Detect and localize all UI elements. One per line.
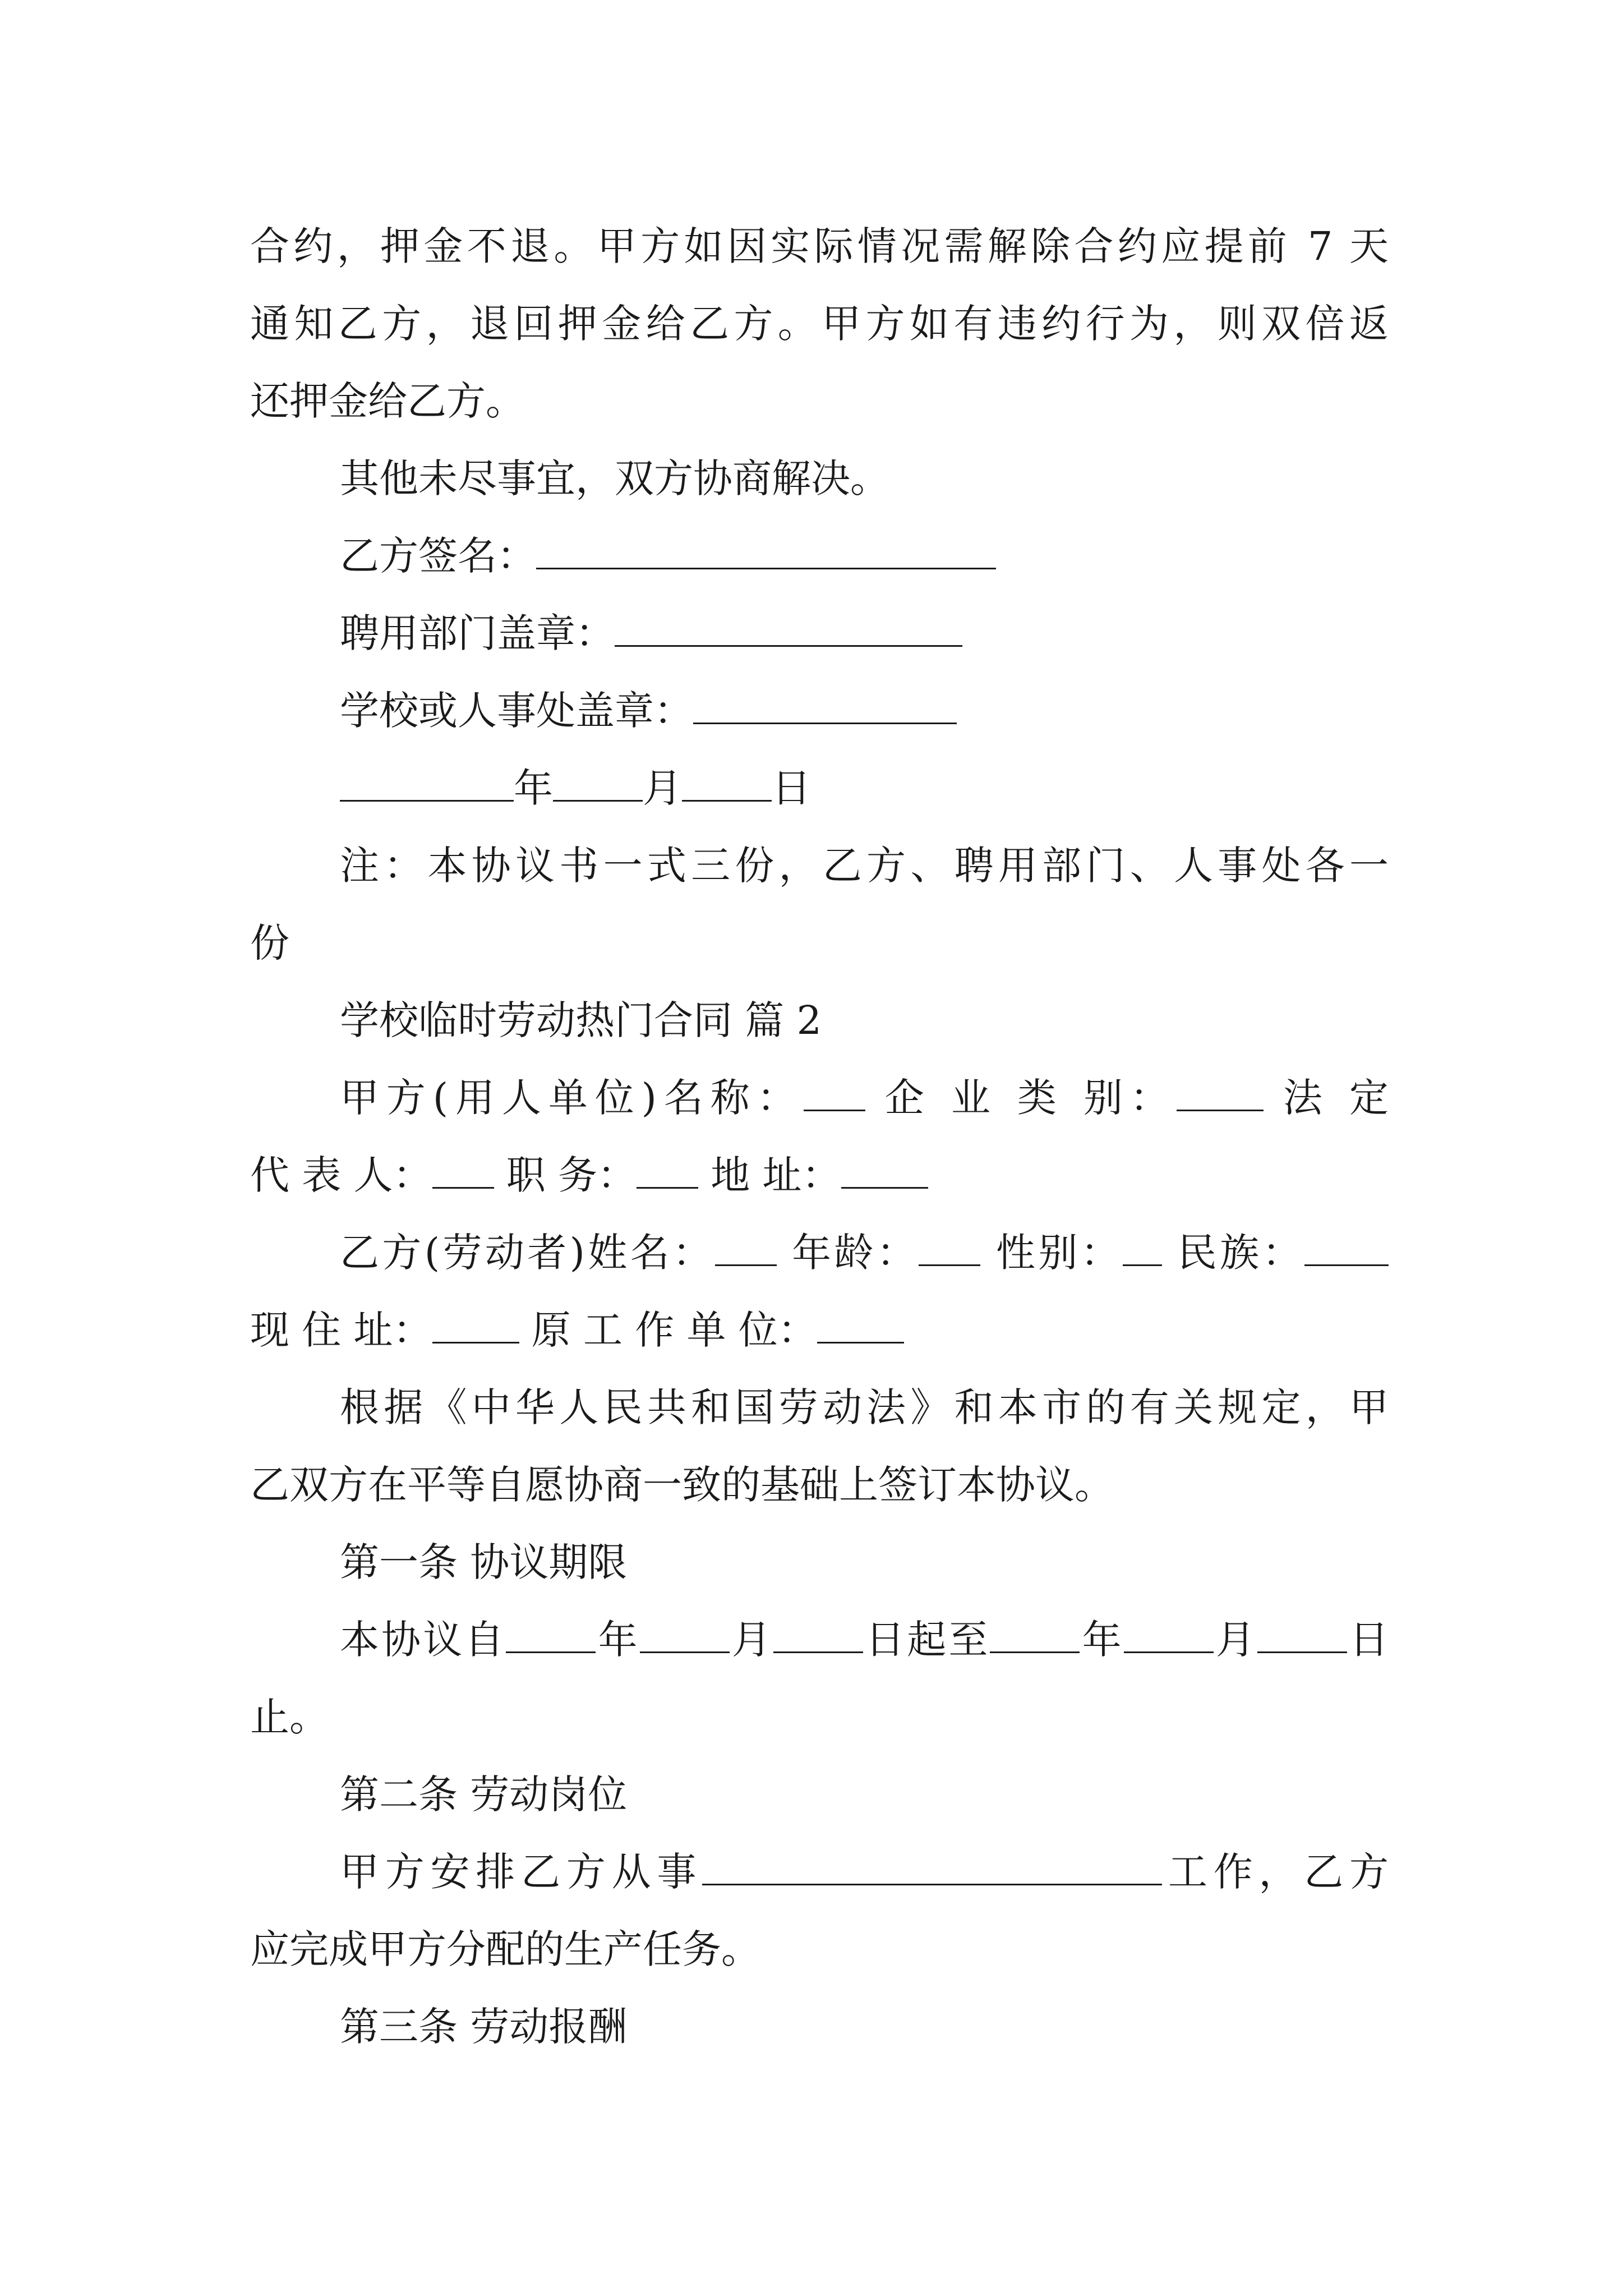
text-run: 月 (1213, 1617, 1257, 1663)
text-run: 日 (1347, 1617, 1389, 1663)
fill-in-blank (340, 756, 514, 802)
paragraph (250, 595, 1389, 672)
text-line (250, 982, 1389, 1059)
fill-in-blank (773, 1608, 863, 1653)
text-line (250, 1601, 1389, 1678)
text-run: 学校临时劳动热门合同 篇 2 (340, 997, 822, 1043)
fill-in-blank (1304, 1221, 1389, 1266)
text-run: 原 工 作 单 位： (519, 1307, 817, 1353)
paragraph (250, 1988, 1389, 2065)
text-run: 通知乙方，退回押金给乙方。甲方如有违约行为，则双倍返 (250, 301, 1389, 347)
text-line (250, 362, 1389, 440)
paragraph (250, 1059, 1389, 1214)
paragraph (250, 1369, 1389, 1524)
text-run: 民族： (1162, 1230, 1304, 1276)
text-run: 工作，乙方 (1162, 1849, 1389, 1895)
text-run: 企 业 类 别： (865, 1075, 1177, 1121)
fill-in-blank (702, 1840, 1162, 1885)
text-line (250, 672, 1389, 749)
text-run: 乙方(劳动者)姓名： (340, 1230, 715, 1276)
fill-in-blank (919, 1221, 980, 1266)
text-run: 日 (772, 765, 811, 811)
fill-in-blank (553, 756, 643, 802)
paragraph (250, 1833, 1389, 1988)
text-line (250, 1678, 1389, 1756)
text-run: 乙双方在平等自愿协商一致的基础上签订本协议。 (250, 1462, 1114, 1508)
text-line (250, 285, 1389, 362)
text-run: 注：本协议书一式三份，乙方、聘用部门、人事处各一 (340, 843, 1389, 889)
fill-in-blank (682, 756, 772, 802)
text-line (250, 1291, 1389, 1369)
text-run: 法 定 (1263, 1075, 1389, 1121)
text-line (250, 1214, 1389, 1291)
paragraph (250, 1756, 1389, 1833)
text-run: 年 (1080, 1617, 1124, 1663)
text-run: 乙方签名： (340, 533, 536, 579)
fill-in-blank (536, 524, 996, 569)
paragraph (250, 672, 1389, 749)
text-run: 甲方(用人单位)名称： (340, 1075, 804, 1121)
text-line (250, 1137, 1389, 1214)
text-line (250, 749, 1389, 827)
paragraph (250, 982, 1389, 1059)
fill-in-blank (715, 1221, 777, 1266)
text-line (250, 827, 1389, 904)
fill-in-blank (817, 1298, 904, 1343)
fill-in-blank (432, 1298, 519, 1343)
fill-in-blank (1257, 1608, 1347, 1653)
text-run: 甲方安排乙方从事 (340, 1849, 703, 1895)
text-line (250, 1911, 1389, 1988)
text-run: 地 址： (698, 1152, 841, 1198)
text-run: 第一条 协议期限 (340, 1539, 628, 1585)
text-line (250, 1756, 1389, 1833)
document-body (250, 208, 1389, 2065)
paragraph (250, 749, 1389, 827)
text-run: 年 (596, 1617, 640, 1663)
fill-in-blank (1177, 1066, 1264, 1111)
text-run: 月 (729, 1617, 773, 1663)
text-line (250, 1833, 1389, 1911)
text-run: 根据《中华人民共和国劳动法》和本市的有关规定，甲 (340, 1384, 1389, 1430)
fill-in-blank (841, 1143, 928, 1189)
text-run: 现 住 址： (250, 1307, 432, 1353)
text-run: 月 (643, 765, 682, 811)
fill-in-blank (1123, 1221, 1162, 1266)
paragraph (250, 1214, 1389, 1369)
fill-in-blank (693, 679, 957, 724)
text-run: 学校或人事处盖章： (340, 688, 693, 734)
text-line (250, 1369, 1389, 1446)
text-line (250, 1059, 1389, 1137)
paragraph (250, 208, 1389, 440)
text-run: 代 表 人： (250, 1152, 432, 1198)
text-run: 年 (514, 765, 553, 811)
text-line (250, 517, 1389, 595)
fill-in-blank (432, 1143, 494, 1189)
text-run: 本协议自 (340, 1617, 506, 1663)
text-run: 其他未尽事宜，双方协商解决。 (340, 455, 889, 501)
text-run: 止。 (250, 1694, 329, 1740)
paragraph (250, 1524, 1389, 1601)
text-run: 还押金给乙方。 (250, 378, 525, 424)
text-run: 性别： (980, 1230, 1123, 1276)
paragraph (250, 1601, 1389, 1756)
text-run: 日起至 (863, 1617, 990, 1663)
text-run: 职 务： (494, 1152, 637, 1198)
text-line (250, 1988, 1389, 2065)
text-line (250, 1446, 1389, 1524)
text-line (250, 208, 1389, 285)
text-run: 年龄： (776, 1230, 919, 1276)
text-line (250, 904, 1389, 982)
fill-in-blank (615, 601, 962, 647)
fill-in-blank (1124, 1608, 1214, 1653)
fill-in-blank (804, 1066, 865, 1111)
text-line (250, 1524, 1389, 1601)
text-run: 聘用部门盖章： (340, 610, 615, 656)
text-line (250, 595, 1389, 672)
fill-in-blank (506, 1608, 596, 1653)
text-line (250, 440, 1389, 517)
text-run: 应完成甲方分配的生产任务。 (250, 1926, 760, 1972)
fill-in-blank (640, 1608, 730, 1653)
text-run: 份 (250, 920, 289, 966)
text-run: 合约，押金不退。甲方如因实际情况需解除合约应提前 7 天 (250, 223, 1389, 269)
fill-in-blank (990, 1608, 1080, 1653)
paragraph (250, 440, 1389, 517)
text-run: 第二条 劳动岗位 (340, 1772, 628, 1818)
paragraph (250, 827, 1389, 982)
paragraph (250, 517, 1389, 595)
fill-in-blank (637, 1143, 698, 1189)
text-run: 第三条 劳动报酬 (340, 2004, 628, 2050)
